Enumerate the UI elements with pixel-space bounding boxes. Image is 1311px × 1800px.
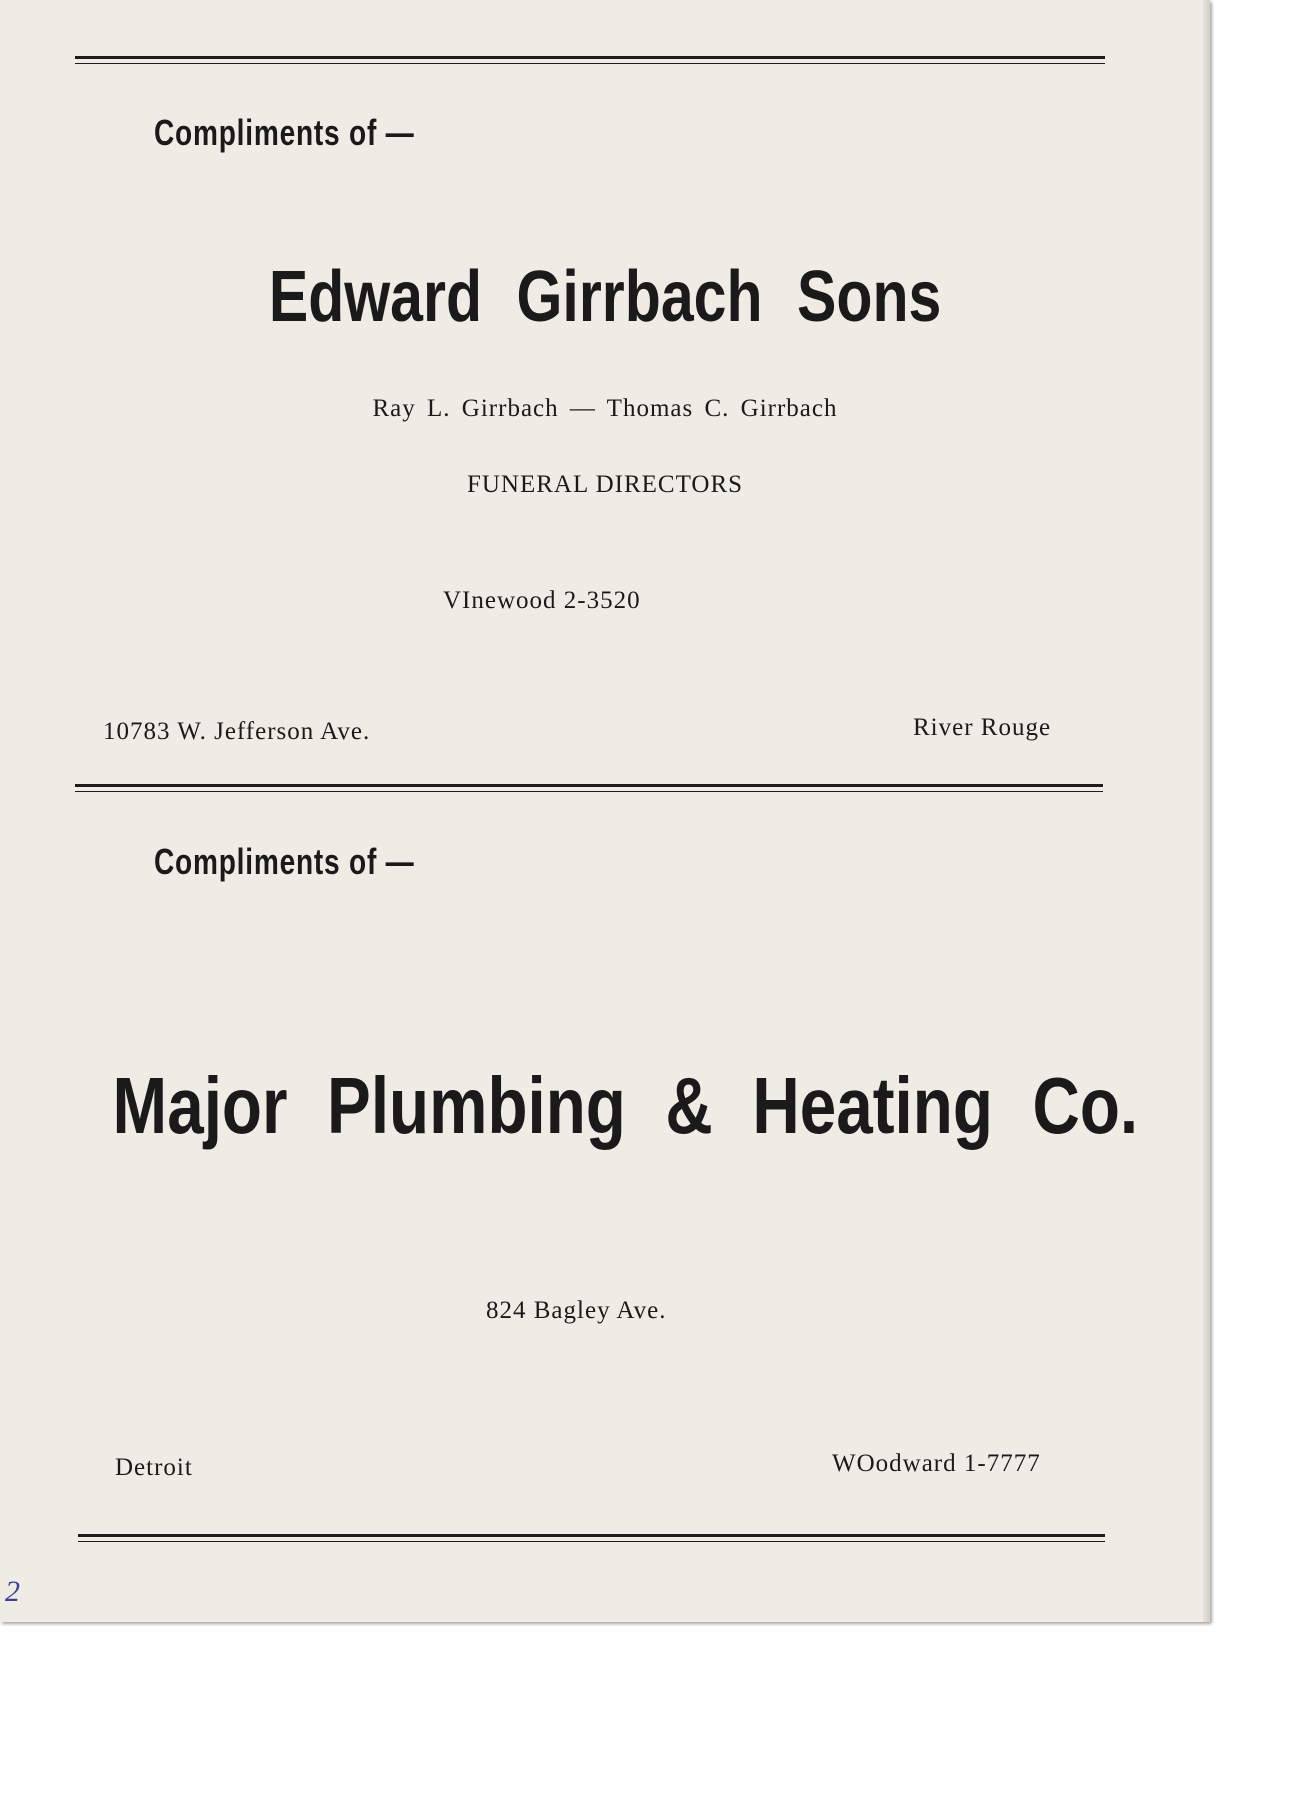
bottom-rule	[78, 1534, 1105, 1542]
top-rule	[75, 56, 1105, 64]
ad1-city: River Rouge	[913, 714, 1052, 741]
ad2-address: 824 Bagley Ave.	[486, 1297, 667, 1324]
ad1-address: 10783 W. Jefferson Ave.	[103, 718, 371, 745]
middle-rule	[75, 784, 1103, 792]
ad2-business-name	[0, 1060, 1210, 1152]
ad1-business-name	[0, 256, 1210, 338]
ad1-compliments-label: Compliments of —	[154, 112, 415, 153]
ad2-business-name-text: Major Plumbing & Heating Co.	[112, 1061, 1139, 1150]
ad2-city: Detroit	[115, 1454, 193, 1481]
ad2-phone: WOodward 1-7777	[832, 1450, 1041, 1477]
ad2-compliments-label: Compliments of —	[154, 841, 415, 882]
ad1-phone: VInewood 2-3520	[443, 587, 641, 614]
paper-edge	[1203, 0, 1210, 1622]
handwritten-page-mark: 2	[5, 1575, 20, 1608]
ad1-business-name-text: Edward Girrbach Sons	[268, 257, 942, 337]
ad1-profession: FUNERAL DIRECTORS	[466, 471, 744, 498]
ad1-proprietors: Ray L. Girrbach — Thomas C. Girrbach	[372, 395, 838, 422]
